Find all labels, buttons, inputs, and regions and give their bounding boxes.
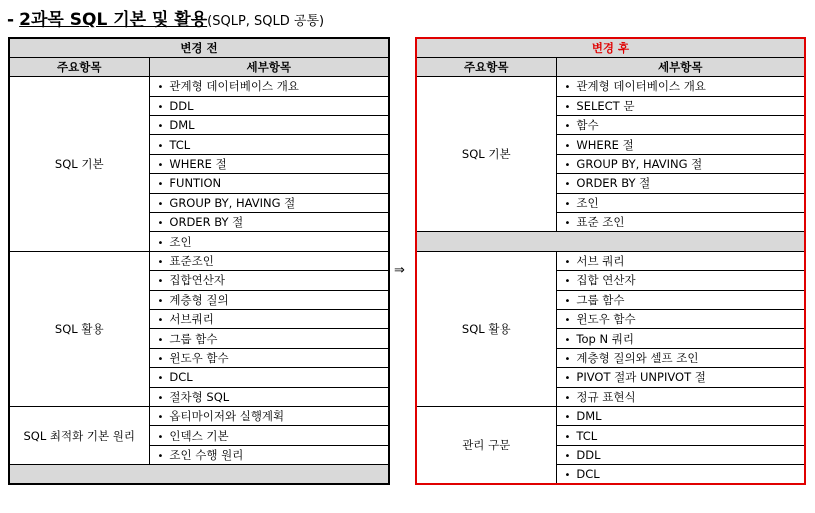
table-row [9, 406, 389, 425]
list-item: • DML [149, 116, 389, 135]
list-item: • 계층형 질의 [149, 290, 389, 309]
list-item: • DML [556, 406, 805, 425]
empty-row [9, 465, 389, 484]
table-row [9, 251, 389, 270]
table-row [9, 77, 389, 96]
list-item: • 조인 [149, 232, 389, 251]
list-item: • WHERE 절 [149, 154, 389, 173]
list-item: • 집합연산자 [149, 271, 389, 290]
after-table [415, 37, 806, 485]
list-item: • 함수 [556, 116, 805, 135]
empty-row [416, 232, 805, 251]
list-item: • 윈도우 함수 [149, 348, 389, 367]
list-item: • DCL [149, 368, 389, 387]
list-item: • 표준 조인 [556, 213, 805, 232]
list-item: • DDL [556, 445, 805, 464]
table-row [9, 465, 389, 484]
after-header-row [416, 38, 805, 57]
list-item: • 계층형 질의와 셀프 조인 [556, 348, 805, 367]
list-item: • 윈도우 함수 [556, 309, 805, 328]
before-header-row [9, 38, 389, 57]
before-header: 변경 전 [9, 38, 389, 57]
title-sub: (SQLP, SQLD 공통) [207, 14, 325, 29]
list-item: • 집합 연산자 [556, 271, 805, 290]
list-item: • 서브 쿼리 [556, 251, 805, 270]
table-row [416, 406, 805, 425]
list-item: • ORDER BY 절 [149, 213, 389, 232]
list-item: • TCL [556, 426, 805, 445]
before-group-sql-optimization: SQL 최적화 기본 원리 [9, 406, 149, 464]
section-title [7, 8, 324, 32]
right-arrow-icon: ⇒ [394, 263, 405, 278]
list-item: • 절차형 SQL [149, 387, 389, 406]
list-item: • GROUP BY, HAVING 절 [556, 154, 805, 173]
list-item: • GROUP BY, HAVING 절 [149, 193, 389, 212]
list-item: • ORDER BY 절 [556, 174, 805, 193]
list-item: • DDL [149, 96, 389, 115]
after-group-management: 관리 구문 [416, 406, 556, 484]
list-item: • SELECT 문 [556, 96, 805, 115]
list-item: • 그룹 함수 [556, 290, 805, 309]
after-col-sub: 세부항목 [556, 57, 805, 76]
list-item: • 정규 표현식 [556, 387, 805, 406]
title-main: 2과목 SQL 기본 및 활용 [19, 10, 208, 30]
after-group-sql-basic: SQL 기본 [416, 77, 556, 232]
list-item: • DCL [556, 465, 805, 484]
list-item: • 서브쿼리 [149, 309, 389, 328]
after-header: 변경 후 [416, 38, 805, 57]
list-item: • WHERE 절 [556, 135, 805, 154]
before-column-header-row [9, 57, 389, 76]
list-item: • PIVOT 절과 UNPIVOT 절 [556, 368, 805, 387]
table-row [416, 232, 805, 251]
list-item: • 관계형 데이터베이스 개요 [149, 77, 389, 96]
table-row [416, 251, 805, 270]
list-item: • 관계형 데이터베이스 개요 [556, 77, 805, 96]
after-group-sql-usage: SQL 활용 [416, 251, 556, 406]
before-col-sub: 세부항목 [149, 57, 389, 76]
before-table [8, 37, 390, 485]
after-col-main: 주요항목 [416, 57, 556, 76]
before-group-sql-usage: SQL 활용 [9, 251, 149, 406]
list-item: • 그룹 함수 [149, 329, 389, 348]
list-item: • 인덱스 기본 [149, 426, 389, 445]
list-item: • 옵티마이저와 실행계획 [149, 406, 389, 425]
list-item: • TCL [149, 135, 389, 154]
title-dash: - [7, 10, 15, 30]
list-item: • 조인 수행 원리 [149, 445, 389, 464]
list-item: • 표준조인 [149, 251, 389, 270]
list-item: • 조인 [556, 193, 805, 212]
list-item: • Top N 쿼리 [556, 329, 805, 348]
table-row [416, 77, 805, 96]
before-group-sql-basic: SQL 기본 [9, 77, 149, 252]
before-col-main: 주요항목 [9, 57, 149, 76]
list-item: • FUNTION [149, 174, 389, 193]
after-column-header-row [416, 57, 805, 76]
